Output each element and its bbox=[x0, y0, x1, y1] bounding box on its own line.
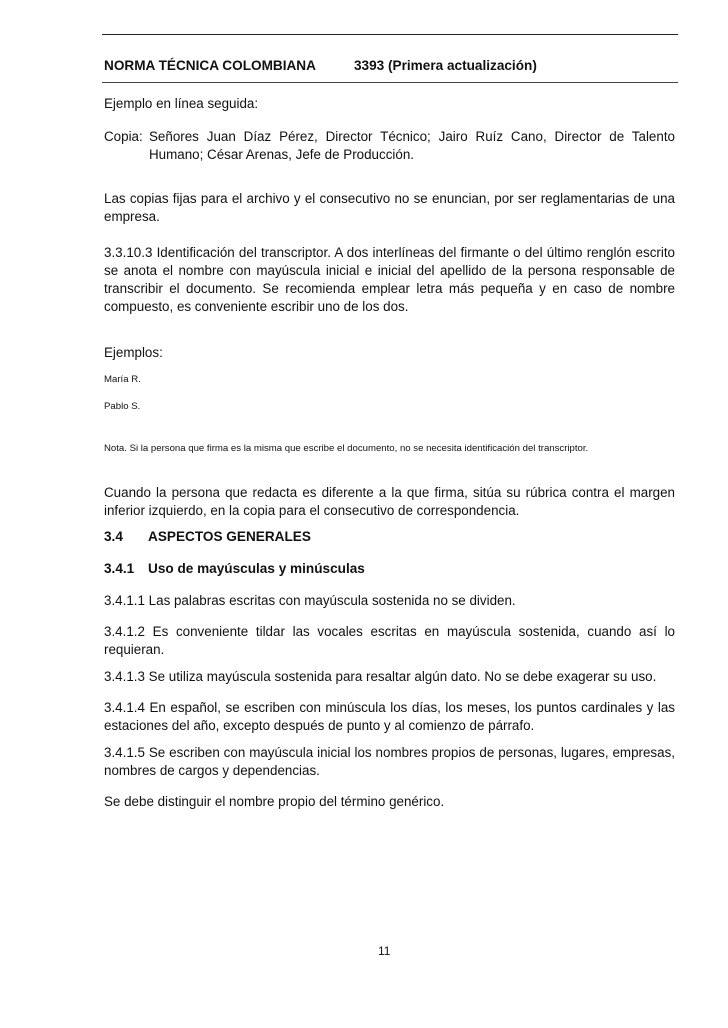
paragraph-3-4-1-5: 3.4.1.5 Se escriben con mayúscula inicial los nombres propios de personas, lugares, empresas, nombres de cargos y dependencias. bbox=[104, 745, 675, 778]
copias-fijas-paragraph: Las copias fijas para el archivo y el consecutivo no se enuncian, por ser reglamentarias de una empresa. bbox=[104, 191, 675, 224]
header-numero: 3393 (Primera actualización) bbox=[354, 58, 537, 73]
copia-label: Copia: bbox=[104, 129, 143, 144]
header-norma: NORMA TÉCNICA COLOMBIANA bbox=[104, 58, 316, 73]
section-3-4-1-title: Uso de mayúsculas y minúsculas bbox=[148, 561, 365, 576]
section-3-4-title: ASPECTOS GENERALES bbox=[148, 529, 311, 544]
paragraph-3-4-1-2: 3.4.1.2 Es conveniente tildar las vocales escritas en mayúscula sostenida, cuando así lo requieran. bbox=[104, 624, 675, 657]
transcriptor-line-3: transcribir el documento. Se recomienda emplear letra más pequeña y en caso de nombre bbox=[104, 281, 675, 296]
section-3-4-1-number: 3.4.1 bbox=[104, 561, 135, 576]
header-bottom-rule bbox=[102, 82, 678, 83]
ejemplo-maria: María R. bbox=[104, 374, 141, 385]
ejemplo-pablo: Pablo S. bbox=[104, 401, 141, 412]
copia-text bbox=[149, 128, 675, 164]
ejemplos-heading: Ejemplos: bbox=[104, 345, 163, 360]
nota-text: Nota. Si la persona que firma es la misma que escribe el documento, no se necesita identificación del transcriptor. bbox=[104, 443, 589, 454]
paragraph-3-4-1-1: 3.4.1.1 Las palabras escritas con mayúscula sostenida no se dividen. bbox=[104, 593, 516, 608]
page-number: 11 bbox=[378, 944, 391, 958]
section-3-4-number: 3.4 bbox=[104, 529, 123, 544]
header-top-rule bbox=[102, 34, 678, 35]
transcriptor-line-4: compuesto, es conveniente escribir uno de los dos. bbox=[104, 299, 409, 314]
paragraph-3-4-1-4: 3.4.1.4 En español, se escriben con minúscula los días, los meses, los puntos cardinales y las estaciones del año, excepto después de punto y al comienzo de párrafo. bbox=[104, 700, 675, 733]
rubrica-paragraph: Cuando la persona que redacta es diferente a la que firma, sitúa su rúbrica contra el margen inferior izquierdo, en la copia para el consecutivo de correspondencia. bbox=[104, 485, 675, 518]
ejemplo-linea-text: Ejemplo en línea seguida: bbox=[104, 96, 259, 111]
distinguir-paragraph: Se debe distinguir el nombre propio del término genérico. bbox=[104, 794, 445, 809]
transcriptor-line-1: 3.3.10.3 Identificación del transcriptor. A dos interlíneas del firmante o del último renglón escrito bbox=[104, 245, 675, 260]
paragraph-3-4-1-3: 3.4.1.3 Se utiliza mayúscula sostenida para resaltar algún dato. No se debe exagerar su uso. bbox=[104, 669, 657, 684]
copia-line-1: Señores Juan Díaz Pérez, Director Técnico; Jairo Ruíz Cano, Director de Talento bbox=[149, 129, 675, 144]
copia-line-2: Humano; César Arenas, Jefe de Producción. bbox=[149, 147, 414, 162]
transcriptor-line-2: se anota el nombre con mayúscula inicial e inicial del apellido de la persona responsable de bbox=[104, 263, 675, 278]
